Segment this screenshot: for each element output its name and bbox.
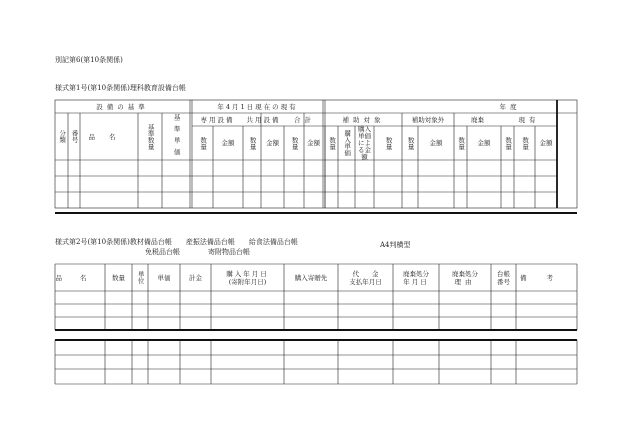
col-supplier: 購入寄贈先 xyxy=(294,273,328,282)
col-current-quantity-2: 数量 xyxy=(521,136,530,150)
col-non-subsidy-amount: 金額 xyxy=(429,139,443,147)
col-non-subsidy-quantity: 数量 xyxy=(406,136,415,150)
col-shared-quantity: 数量 xyxy=(248,136,257,150)
col-shared-amount: 金額 xyxy=(266,139,279,147)
form2-title-line2: 免税品台帳 寄附物品台帳 xyxy=(145,248,250,256)
paper-size-note: A4判横型 xyxy=(380,241,411,249)
header-non-subsidy: 補助対象外 xyxy=(411,115,445,124)
document-heading: 別記第6(第10条関係) xyxy=(55,56,123,64)
col-disposal-date xyxy=(393,264,439,291)
header-dedicated-equipment: 専用設備 xyxy=(200,115,235,124)
purchase-date-line2: (寄附年月日) xyxy=(228,277,267,286)
col-dedicated-quantity: 数量 xyxy=(199,136,208,150)
col-total-amount-2: 計金 xyxy=(189,273,202,282)
disposal-reason-line2: 理由 xyxy=(454,277,476,286)
header-current: 現有 xyxy=(518,115,540,124)
col-total-amount: 金額 xyxy=(307,139,320,147)
header-subsidy-target: 補助対象 xyxy=(342,115,385,124)
col-subsidy-purchase-price: 購入単価 xyxy=(343,130,352,156)
table2-continuation-gridlines xyxy=(55,340,577,384)
col-subsidy-quantity-2: 数量 xyxy=(384,136,393,150)
col-purchase-date xyxy=(211,264,284,291)
ledger-number-line2: 番号 xyxy=(497,277,510,286)
form1-title: 様式第1号(第10条関係)理科教育設備台帳 xyxy=(55,84,186,92)
purchase-date-line1: 購入年月日 xyxy=(226,269,269,278)
inventory-ledger-table xyxy=(55,264,577,330)
header-total: 合計 xyxy=(294,115,315,124)
header-shared-equipment: 共用設備 xyxy=(246,115,281,124)
col-current-quantity: 数量 xyxy=(504,136,513,150)
col-dedicated-amount: 金額 xyxy=(221,139,235,147)
col-unit-price: 単価 xyxy=(157,273,171,282)
inventory-ledger-continuation xyxy=(55,340,577,384)
col-subsidy-price-amount: 購入単価による金額 xyxy=(358,124,371,161)
col-item-name: 品名 xyxy=(88,132,130,141)
payment-date-line2: 支払年月日 xyxy=(349,277,382,286)
disposal-date-line1: 廃棄処分 xyxy=(403,269,429,278)
payment-date-line1: 代 金 xyxy=(352,269,379,278)
col-current-amount: 金額 xyxy=(539,139,553,147)
col-total-quantity: 数量 xyxy=(290,136,299,150)
col-ledger-number xyxy=(491,264,516,291)
col-standard-quantity: 基準数量 xyxy=(146,123,155,150)
science-equipment-ledger-table xyxy=(55,100,577,210)
col-subsidy-quantity: 数量 xyxy=(328,136,337,150)
col-remarks: 備考 xyxy=(520,273,573,282)
section-divider xyxy=(55,212,577,214)
col-number: 番号 xyxy=(70,130,79,143)
form2-title-line1: 様式第2号(第10条関係)教材備品台帳 産振法備品台帳 給食法備品台帳 xyxy=(55,238,298,246)
header-current-holdings: 年4月1日現在の現有 xyxy=(217,102,298,111)
col-disposal-quantity: 数量 xyxy=(457,136,466,150)
col-quantity-2: 数量 xyxy=(112,273,125,282)
col-disposal-reason xyxy=(439,264,491,291)
col-unit: 単位 xyxy=(136,271,145,284)
col-disposal-amount: 金額 xyxy=(477,139,491,147)
header-fiscal-year: 年度 xyxy=(499,102,521,111)
col-payment-date xyxy=(338,264,393,291)
col-standard-unit-price: 基準単価 xyxy=(172,113,181,160)
col-item-name-2: 品名 xyxy=(55,273,105,282)
header-disposal: 廃棄 xyxy=(471,115,484,124)
header-standard-equipment: 設備の基準 xyxy=(96,102,149,111)
disposal-date-line2: 年月日 xyxy=(403,277,429,286)
ledger-number-line1: 台帳 xyxy=(497,269,510,278)
col-classification: 分類 xyxy=(58,130,67,143)
disposal-reason-line1: 廃棄処分 xyxy=(452,269,478,278)
